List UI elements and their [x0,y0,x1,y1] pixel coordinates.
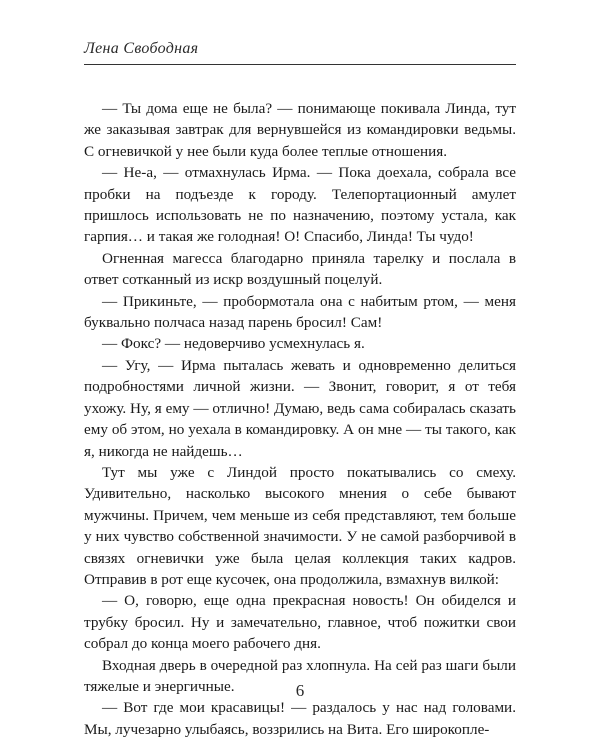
paragraph: — Ты дома еще не была? — понимающе покивала Линда, тут же заказывая завтрак для вернувшейся из командировки ведьмы. С огневичкой у нее были куда более теплые отношения. [84,100,516,160]
page-number: 6 [295,681,305,700]
header-rule [84,64,516,65]
paragraph: Тут мы уже с Линдой просто покатывались со смеху. Удивительно, насколько высокого мнения о себе бывают мужчины. Причем, чем меньше из себя представляют, тем больше у них чувство собственной значимости. У не самой разборчивой в связях огневички уже была целая коллекция таких кадров. Отправив в рот еще кусочек, она продолжила, взмахнув вилкой: [84,463,516,588]
paragraph: — О, говорю, еще одна прекрасная новость! Он обиделся и трубку бросил. Ну и замечательно, главное, чтоб пожитки свои собрал до конца моего рабочего дня. [84,592,516,653]
paragraph: — Вот где мои красавицы! — раздалось у нас над головами. Мы, лучезарно улыбаясь, воззрились на Вита. Его широкопле- [84,699,516,738]
paragraph: — Фокс? — недоверчиво усмехнулась я. [102,335,365,353]
body-text [84,98,516,740]
paragraph: — Прикиньте, — пробормотала она с набитым ртом, — меня буквально полчаса назад парень бросил! Сам! [84,292,516,332]
paragraph: Входная дверь в очередной раз хлопнула. На сей раз шаги были тяжелые и энергичные. [84,656,516,695]
paragraph: — Не-а, — отмахнулась Ирма. — Пока доехала, собрала все пробки на подъезде к городу. Телепортационный амулет пришлось использовать не по назначению, поэтому устала, как гарпия… и такая же голодная! О! Спасибо, Линда! Ты чудо! [84,164,516,246]
paragraph: Огненная магесса благодарно приняла тарелку и послала в ответ сотканный из искр воздушный поцелуй. [84,249,516,289]
running-title: Лена Свободная [84,40,199,57]
paragraph: — Угу, — Ирма пыталась жевать и одновременно делиться подробностями личной жизни. — Звонит, говорит, я от тебя ухожу. Ну, я ему — отлично! Думаю, ведь сама собиралась сказать ему об этом, но уехала в командировку. А он мне — ты такого, как я, никогда не найдешь… [84,356,516,460]
